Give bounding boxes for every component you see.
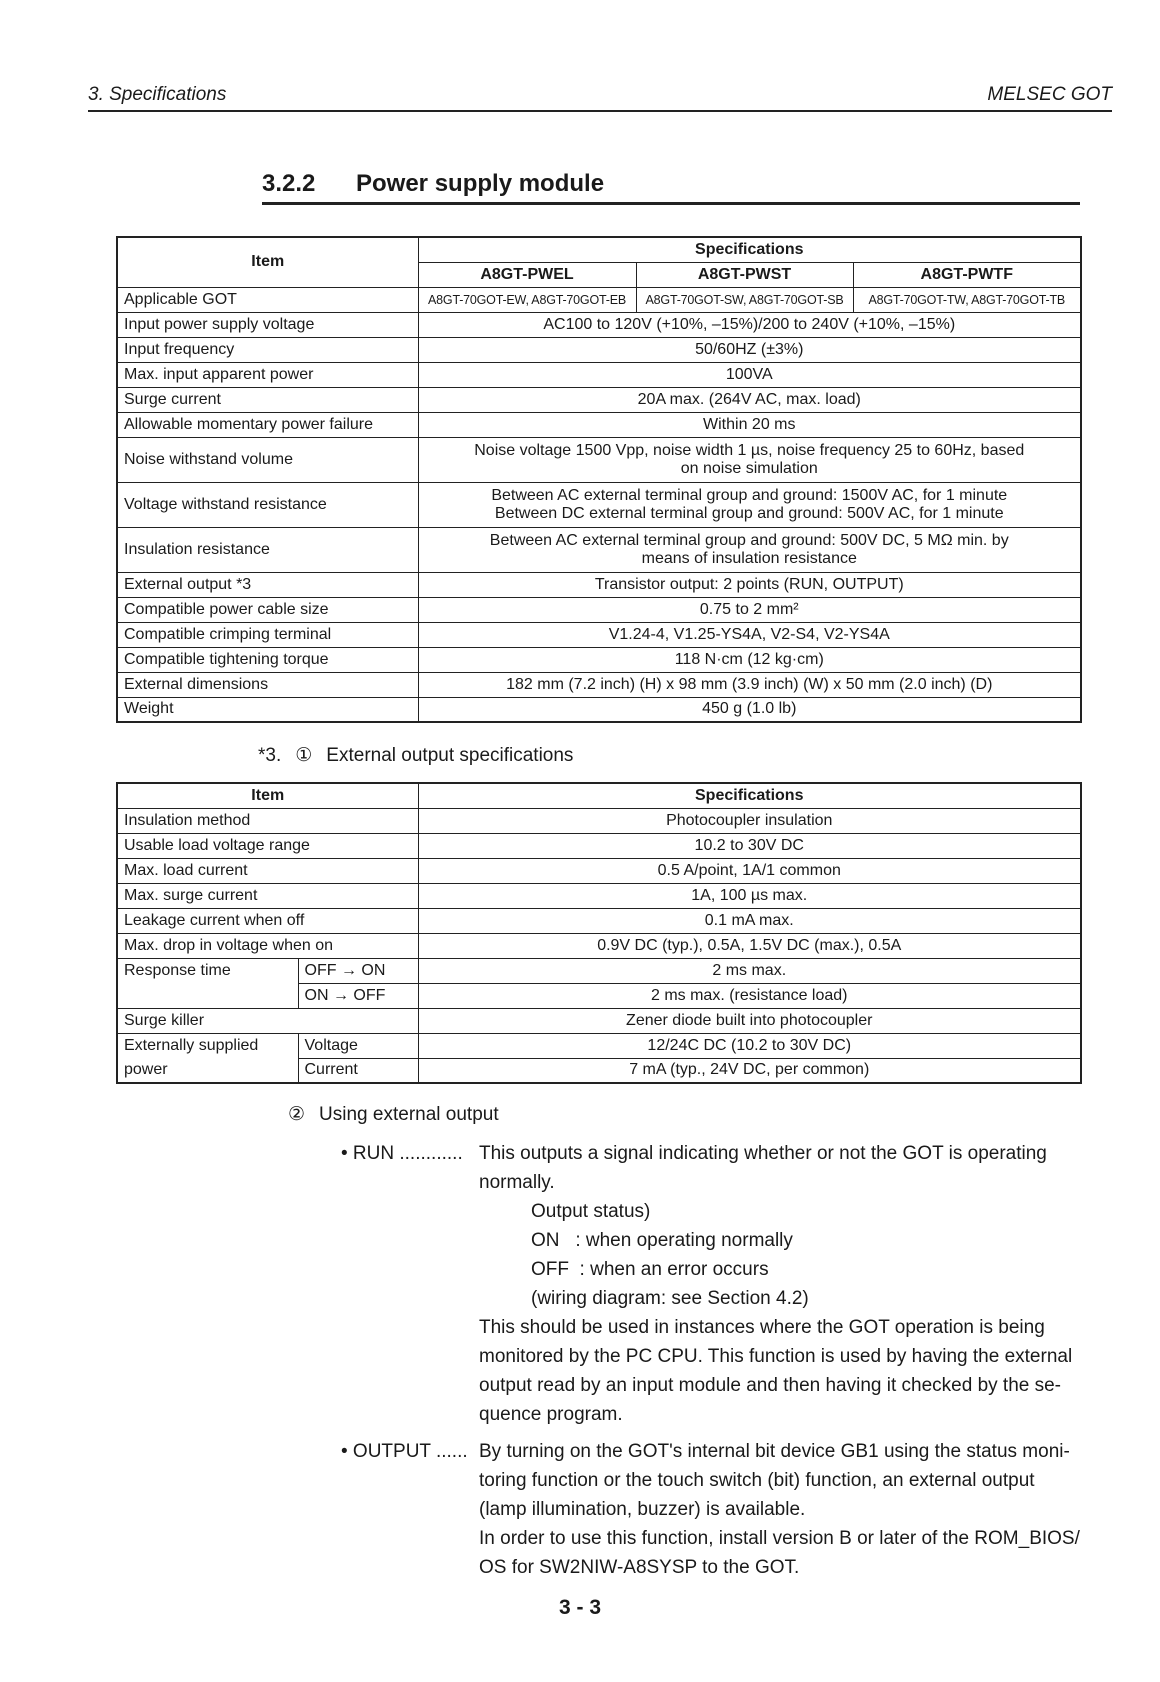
model-pwst: A8GT-PWST xyxy=(636,262,853,287)
footnote-heading xyxy=(258,744,573,767)
row-label: Compatible crimping terminal xyxy=(117,622,418,647)
footnote-text: External output specifications xyxy=(326,745,574,766)
row-value: 20A max. (264V AC, max. load) xyxy=(418,387,1081,412)
row-value: 100VA xyxy=(418,362,1081,387)
table-header-row xyxy=(117,783,1081,808)
table-row xyxy=(117,387,1081,412)
row-value: 2 ms max. (resistance load) xyxy=(418,983,1081,1008)
row-value: 10.2 to 30V DC xyxy=(418,833,1081,858)
row-value: Zener diode built into photocoupler xyxy=(418,1008,1081,1033)
row-value: 0.5 A/point, 1A/1 common xyxy=(418,858,1081,883)
row-label: Insulation resistance xyxy=(117,527,418,572)
row-label: power xyxy=(117,1058,298,1083)
table-row xyxy=(117,1008,1081,1033)
applicable-got-pwst: A8GT-70GOT-SW, A8GT-70GOT-SB xyxy=(636,287,853,312)
row-value-line: Noise voltage 1500 Vpp, noise width 1 µs, noise frequency 25 to 60Hz, based xyxy=(474,441,1025,459)
run-line: normally. xyxy=(479,1172,555,1193)
row-label: External output *3 xyxy=(117,572,418,597)
row-value: 7 mA (typ., 24V DC, per common) xyxy=(418,1058,1081,1083)
table-row xyxy=(117,362,1081,387)
row-label: Compatible power cable size xyxy=(117,597,418,622)
table-row xyxy=(117,933,1081,958)
row-value-line: Between AC external terminal group and ground: 1500V AC, for 1 minute xyxy=(491,486,1008,504)
row-label: Externally supplied xyxy=(117,1033,298,1058)
row-value: 0.9V DC (typ.), 0.5A, 1.5V DC (max.), 0.5A xyxy=(418,933,1081,958)
table-row xyxy=(117,647,1081,672)
row-value: 1A, 100 µs max. xyxy=(418,883,1081,908)
output-status-line: Output status) xyxy=(531,1201,651,1222)
row-sublabel: OFF → ON xyxy=(298,958,418,983)
table-row xyxy=(117,597,1081,622)
row-value: 450 g (1.0 lb) xyxy=(418,697,1081,722)
table-row xyxy=(117,312,1081,337)
applicable-got-pwel: A8GT-70GOT-EW, A8GT-70GOT-EB xyxy=(418,287,636,312)
table-row xyxy=(117,808,1081,833)
row-value: 12/24C DC (10.2 to 30V DC) xyxy=(418,1033,1081,1058)
section-number: 3.2.2 xyxy=(262,170,316,197)
table-row xyxy=(117,527,1081,572)
row-value: Transistor output: 2 points (RUN, OUTPUT) xyxy=(418,572,1081,597)
row-value-line: on noise simulation xyxy=(680,459,818,477)
row-value-line: means of insulation resistance xyxy=(641,549,857,567)
header-rule xyxy=(88,110,1112,112)
table-row xyxy=(117,697,1081,722)
run-paragraph: This should be used in instances where the GOT operation is being monitored by the PC CPU. This function is used by having the external output read by an input module and then having it checked by the se-quence program. xyxy=(479,1317,1073,1425)
row-value xyxy=(418,482,1081,527)
run-line: This outputs a signal indicating whether or not the GOT is operating xyxy=(479,1143,1047,1164)
table-row xyxy=(117,412,1081,437)
table-row xyxy=(117,1058,1081,1083)
running-header-chapter: 3. Specifications xyxy=(88,84,227,105)
table-row xyxy=(117,622,1081,647)
row-label: Max. load current xyxy=(117,858,418,883)
spec-header: Specifications xyxy=(418,783,1081,808)
output-lead: • OUTPUT ...... xyxy=(341,1441,468,1462)
row-label: Noise withstand volume xyxy=(117,437,418,482)
row-value: 182 mm (7.2 inch) (H) x 98 mm (3.9 inch) (W) x 50 mm (2.0 inch) (D) xyxy=(418,672,1081,697)
row-value: 0.1 mA max. xyxy=(418,908,1081,933)
table-row xyxy=(117,858,1081,883)
table-row xyxy=(117,482,1081,527)
table-row xyxy=(117,883,1081,908)
running-header-product: MELSEC GOT xyxy=(987,84,1112,105)
row-label: Applicable GOT xyxy=(117,287,418,312)
model-pwel: A8GT-PWEL xyxy=(418,262,636,287)
row-value: 50/60HZ (±3%) xyxy=(418,337,1081,362)
run-item xyxy=(341,1139,1081,1425)
row-sublabel: ON → OFF xyxy=(298,983,418,1008)
usage-heading xyxy=(288,1103,499,1126)
row-label: Input frequency xyxy=(117,337,418,362)
table-row xyxy=(117,908,1081,933)
table-row xyxy=(117,437,1081,482)
table-row xyxy=(117,572,1081,597)
output-item xyxy=(341,1437,1081,1587)
row-label: Input power supply voltage xyxy=(117,312,418,337)
external-output-spec-table xyxy=(116,782,1082,1084)
output-paragraph: By turning on the GOT's internal bit device GB1 using the status moni-toring function or the touch switch (bit) function, an external output (lamp illumination, buzzer) is available. xyxy=(479,1441,1070,1520)
row-value: 2 ms max. xyxy=(418,958,1081,983)
row-value-line: Between AC external terminal group and ground: 500V DC, 5 MΩ min. by xyxy=(489,531,1009,549)
run-lead: • RUN ............ xyxy=(341,1143,463,1164)
row-label: Insulation method xyxy=(117,808,418,833)
output-status-line: OFF : when an error occurs xyxy=(531,1259,769,1280)
row-sublabel: Voltage xyxy=(298,1033,418,1058)
row-label: Max. surge current xyxy=(117,883,418,908)
section-rule xyxy=(262,202,1080,205)
footnote-mark: *3. xyxy=(258,745,282,766)
row-label: External dimensions xyxy=(117,672,418,697)
row-label: Leakage current when off xyxy=(117,908,418,933)
table-row xyxy=(117,958,1081,983)
applicable-got-pwtf: A8GT-70GOT-TW, A8GT-70GOT-TB xyxy=(853,287,1081,312)
row-value: 118 N·cm (12 kg·cm) xyxy=(418,647,1081,672)
page-number: 3 - 3 xyxy=(558,1596,602,1619)
row-label: Usable load voltage range xyxy=(117,833,418,858)
row-sublabel: Current xyxy=(298,1058,418,1083)
usage-heading-text: Using external output xyxy=(319,1104,499,1125)
row-value: AC100 to 120V (+10%, –15%)/200 to 240V (+10%, –15%) xyxy=(418,312,1081,337)
power-supply-spec-table xyxy=(116,236,1082,723)
row-value: V1.24-4, V1.25-YS4A, V2-S4, V2-YS4A xyxy=(418,622,1081,647)
row-label: Surge current xyxy=(117,387,418,412)
output-status-line: ON : when operating normally xyxy=(531,1230,793,1251)
row-value: 0.75 to 2 mm² xyxy=(418,597,1081,622)
row-label: Weight xyxy=(117,697,418,722)
section-title: Power supply module xyxy=(356,170,605,197)
row-label: Surge killer xyxy=(117,1008,418,1033)
run-body xyxy=(479,1139,1081,1429)
table-row xyxy=(117,1033,1081,1058)
row-value xyxy=(418,527,1081,572)
row-label: Voltage withstand resistance xyxy=(117,482,418,527)
row-label: Allowable momentary power failure xyxy=(117,412,418,437)
model-pwtf: A8GT-PWTF xyxy=(853,262,1081,287)
row-value xyxy=(418,437,1081,482)
row-label: Compatible tightening torque xyxy=(117,647,418,672)
row-value-line: Between DC external terminal group and ground: 500V AC, for 1 minute xyxy=(494,504,1004,522)
spec-header: Specifications xyxy=(418,237,1081,262)
table-row xyxy=(117,287,1081,312)
table-header-row xyxy=(117,237,1081,262)
row-label: Response time xyxy=(117,958,298,1008)
table-row xyxy=(117,672,1081,697)
output-body xyxy=(479,1437,1081,1582)
section-heading xyxy=(262,170,604,198)
circled-two-icon: ② xyxy=(288,1104,306,1125)
table-row xyxy=(117,337,1081,362)
item-header: Item xyxy=(117,783,418,808)
item-header: Item xyxy=(117,237,418,287)
row-label: Max. input apparent power xyxy=(117,362,418,387)
row-value: Photocoupler insulation xyxy=(418,808,1081,833)
row-value: Within 20 ms xyxy=(418,412,1081,437)
output-status-line: (wiring diagram: see Section 4.2) xyxy=(531,1288,809,1309)
table-row xyxy=(117,833,1081,858)
row-label: Max. drop in voltage when on xyxy=(117,933,418,958)
circled-one-icon: ① xyxy=(295,745,313,766)
output-paragraph: In order to use this function, install version B or later of the ROM_BIOS/ OS for SW2NIW-A8SYSP to the GOT. xyxy=(479,1528,1080,1578)
